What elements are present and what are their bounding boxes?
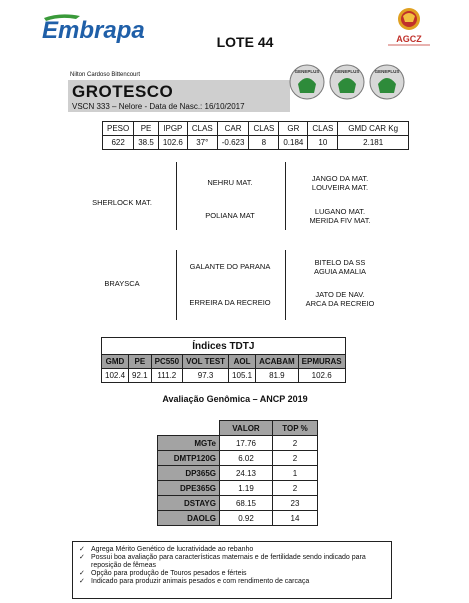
- geneplus-seal-2: [329, 64, 365, 100]
- measures-value: 38.5: [134, 136, 159, 150]
- measures-header: CLAS: [187, 122, 217, 136]
- genomic-row: [158, 436, 318, 451]
- indices-header: AOL: [229, 355, 256, 369]
- genomic-row: [158, 511, 318, 526]
- genomic-top: 2: [273, 481, 318, 496]
- genomic-top: 14: [273, 511, 318, 526]
- measures-value: 8: [249, 136, 279, 150]
- pedigree-dds: JATO DE NAV.: [315, 290, 365, 299]
- geneplus-seal-3: [369, 64, 405, 100]
- indices-value: 97.3: [183, 369, 229, 383]
- measures-header: PESO: [103, 122, 134, 136]
- notes-box: [72, 541, 392, 599]
- indices-header: PC550: [151, 355, 182, 369]
- pedigree-ddd: ARCA DA RECREIO: [305, 299, 375, 308]
- indices-title-row: [102, 338, 346, 355]
- measures-value: 10: [308, 136, 338, 150]
- genomic-valor: 0.92: [220, 511, 273, 526]
- genomic-row: [158, 481, 318, 496]
- pedigree-sire-sire: NEHRU MAT.: [207, 178, 253, 187]
- embrapa-logo: [40, 10, 150, 44]
- measures-value: 102.6: [158, 136, 187, 150]
- genomic-label: DMTP120G: [158, 451, 220, 466]
- indices-value-row: [102, 369, 346, 383]
- genomic-table: [157, 420, 318, 526]
- pedigree-dss: BITELO DA SS: [314, 258, 366, 267]
- note-text: Opção para produção de Touros pesados e férteis: [91, 570, 247, 577]
- indices-header: VOL TEST: [183, 355, 229, 369]
- pedigree-ssd: LOUVEIRA MAT.: [311, 183, 369, 192]
- measures-header-row: [103, 122, 409, 136]
- svg-text:GENEPLUS: GENEPLUS: [294, 69, 320, 74]
- pedigree-divider: [176, 162, 177, 230]
- measures-table: [102, 121, 409, 150]
- genomic-row: [158, 466, 318, 481]
- note-text: Possui boa avaliação para características maternais e de fertilidade sendo indicado para reposição de fêmeas: [91, 554, 366, 569]
- indices-value: 105.1: [229, 369, 256, 383]
- indices-header-row: [102, 355, 346, 369]
- indices-header: EPMURAS: [298, 355, 345, 369]
- genomic-header: VALOR: [220, 421, 273, 436]
- genomic-label: DSTAYG: [158, 496, 220, 511]
- note-item: [79, 554, 385, 570]
- breeder-name: Nilton Cardoso Bittencourt: [70, 72, 141, 78]
- pedigree-sire-dam: POLIANA MAT: [205, 211, 255, 220]
- measures-value: 0.184: [279, 136, 308, 150]
- pedigree-dam-dam: ERREIRA DA RECREIO: [189, 298, 271, 307]
- svg-text:GENEPLUS: GENEPLUS: [374, 69, 400, 74]
- checkmark-icon: ✓: [79, 546, 85, 553]
- indices-title: Índices TDTJ: [102, 338, 346, 355]
- measures-header: PE: [134, 122, 159, 136]
- indices-header: PE: [129, 355, 152, 369]
- embrapa-logo-text: Embrapa: [42, 17, 145, 44]
- indices-value: 111.2: [151, 369, 182, 383]
- pedigree-dam-sire: GALANTE DO PARANA: [189, 262, 271, 271]
- measures-value: -0.623: [217, 136, 249, 150]
- indices-table: [101, 337, 346, 383]
- indices-header: ACABAM: [256, 355, 299, 369]
- genomic-corner: [158, 421, 220, 436]
- measures-header: CLAS: [308, 122, 338, 136]
- measures-header: IPGP: [158, 122, 187, 136]
- measures-header: CAR: [217, 122, 249, 136]
- geneplus-seal-1: [289, 64, 325, 100]
- pedigree-divider: [285, 162, 286, 230]
- checkmark-icon: ✓: [79, 570, 85, 577]
- genomic-top: 23: [273, 496, 318, 511]
- pedigree-divider: [176, 250, 177, 320]
- measures-header: GR: [279, 122, 308, 136]
- note-text: Agrega Mérito Genético de lucratividade ao rebanho: [91, 546, 254, 553]
- agcz-text: AGCZ: [396, 34, 422, 44]
- genomic-header: TOP %: [273, 421, 318, 436]
- genomic-top: 2: [273, 451, 318, 466]
- pedigree-dsd: AGUIA AMALIA: [313, 267, 367, 276]
- genomic-header-row: [158, 421, 318, 436]
- pedigree-divider: [285, 250, 286, 320]
- animal-name: GROTESCO: [72, 82, 174, 101]
- measures-value: 2.181: [338, 136, 409, 150]
- genomic-valor: 6.02: [220, 451, 273, 466]
- measures-value: 622: [103, 136, 134, 150]
- pedigree-sdd: MERIDA FIV MAT.: [309, 216, 371, 225]
- checkmark-icon: ✓: [79, 554, 85, 561]
- note-item: [79, 546, 385, 554]
- note-item: [79, 578, 385, 586]
- lot-number: LOTE 44: [216, 34, 274, 50]
- genomic-row: [158, 496, 318, 511]
- note-text: Indicado para produzir animais pesados e com rendimento de carcaça: [91, 578, 310, 585]
- pedigree-sds: LUGANO MAT.: [314, 207, 366, 216]
- checkmark-icon: ✓: [79, 578, 85, 585]
- genomic-title: Avaliação Genômica – ANCP 2019: [162, 394, 308, 404]
- genomic-row: [158, 451, 318, 466]
- measures-value: 37°: [187, 136, 217, 150]
- pedigree-dam: BRAYSCA: [104, 279, 140, 288]
- measures-value-row: [103, 136, 409, 150]
- indices-value: 81.9: [256, 369, 299, 383]
- pedigree-sire: SHERLOCK MAT.: [92, 198, 152, 207]
- measures-header: CLAS: [249, 122, 279, 136]
- genomic-top: 1: [273, 466, 318, 481]
- indices-value: 102.6: [298, 369, 345, 383]
- pedigree-sss: JANGO DA MAT.: [311, 174, 369, 183]
- animal-info: VSCN 333 – Nelore - Data de Nasc.: 16/10/2017: [72, 102, 245, 111]
- measures-header: GMD CAR Kg: [338, 122, 409, 136]
- genomic-label: DAOLG: [158, 511, 220, 526]
- indices-header: GMD: [102, 355, 129, 369]
- note-item: [79, 570, 385, 578]
- indices-value: 102.4: [102, 369, 129, 383]
- genomic-label: DPE365G: [158, 481, 220, 496]
- agcz-logo: [382, 4, 436, 48]
- genomic-label: DP365G: [158, 466, 220, 481]
- genomic-valor: 17.76: [220, 436, 273, 451]
- genomic-valor: 1.19: [220, 481, 273, 496]
- genomic-valor: 68.15: [220, 496, 273, 511]
- genomic-top: 2: [273, 436, 318, 451]
- svg-text:GENEPLUS: GENEPLUS: [334, 69, 360, 74]
- genomic-label: MGTe: [158, 436, 220, 451]
- genomic-valor: 24.13: [220, 466, 273, 481]
- indices-value: 92.1: [129, 369, 152, 383]
